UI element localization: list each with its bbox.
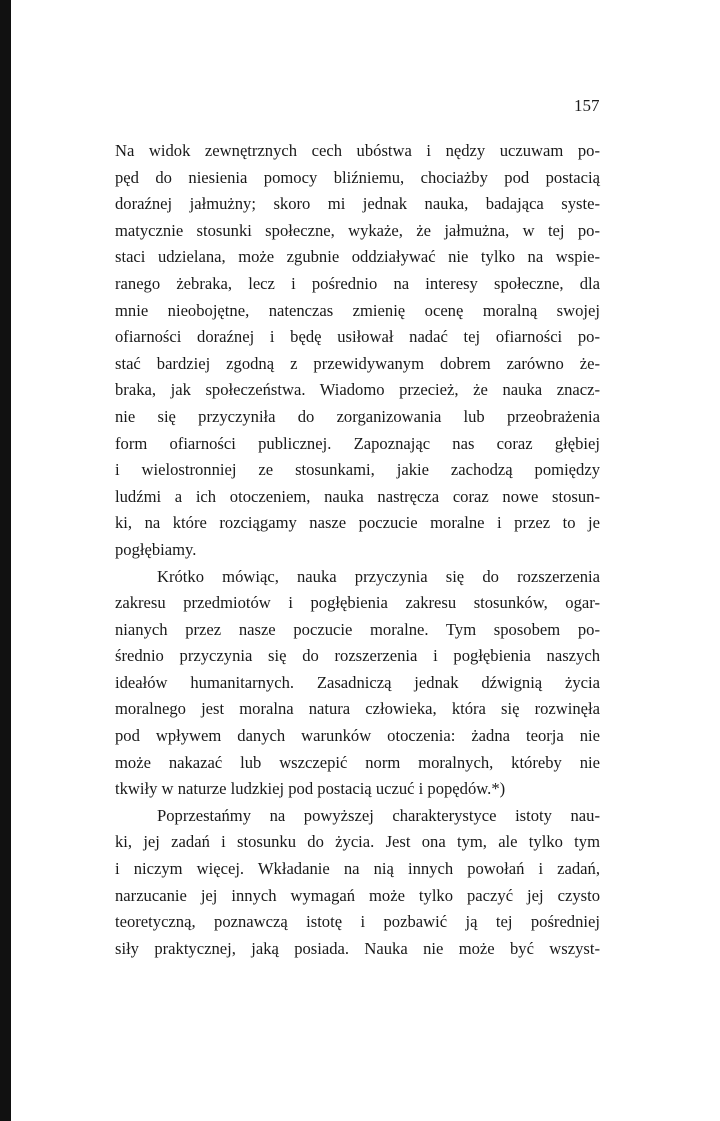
text-line: pogłębiamy. — [115, 539, 197, 559]
text-line: ideałów humanitarnych. Zasadniczą jednak dźwignią życia — [115, 672, 600, 692]
text-line: form ofiarności publicznej. Zapoznając nas coraz głębiej — [115, 433, 600, 453]
body-text — [115, 138, 600, 962]
text-line: matycznie stosunki społeczne, wykaże, że jałmużna, w tej po- — [115, 220, 600, 240]
text-line: i niczym więcej. Wkładanie na nią innych powołań i zadań, — [115, 859, 600, 879]
page-number: 157 — [574, 96, 600, 115]
text-line: może nakazać lub wszczepić norm moralnych, któreby nie — [115, 752, 600, 772]
text-line: siły praktycznej, jaką posiada. Nauka nie może być wszyst- — [115, 938, 600, 958]
text-line: średnio przyczynia się do rozszerzenia i pogłębienia naszych — [115, 646, 600, 666]
book-spine-edge — [0, 0, 11, 1121]
text-line: mnie nieobojętne, natenczas zmienię ocenę moralną swojej — [115, 300, 600, 320]
text-line: moralnego jest moralna natura człowieka, która się rozwinęła — [115, 699, 600, 719]
text-line: ki, na które rozciągamy nasze poczucie moralne i przez to je — [115, 513, 600, 533]
text-line: zakresu przedmiotów i pogłębienia zakresu stosunków, ogar- — [115, 593, 600, 613]
text-line: doraźnej jałmużny; skoro mi jednak nauka, badająca syste- — [115, 194, 600, 214]
text-line: narzucanie jej innych wymagań może tylko paczyć jej czysto — [115, 885, 600, 905]
text-line: pod wpływem danych warunków otoczenia: żadna teorja nie — [115, 726, 600, 746]
text-line: Na widok zewnętrznych cech ubóstwa i nędzy uczuwam po- — [115, 141, 600, 160]
text-line: ludźmi a ich otoczeniem, nauka nastręcza coraz nowe stosun- — [115, 486, 600, 506]
text-line: teoretyczną, poznawczą istotę i pozbawić ją tej pośredniej — [115, 912, 600, 932]
text-line: Poprzestańmy na powyższej charakterystyce istoty nau- — [157, 805, 600, 825]
text-line: stać bardziej zgodną z przewidywanym dobrem zarówno że- — [115, 353, 600, 373]
text-line: Krótko mówiąc, nauka przyczynia się do rozszerzenia — [157, 566, 600, 586]
text-line: braka, jak społeczeństwa. Wiadomo przecież, że nauka znacz- — [115, 380, 600, 400]
text-line: pęd do niesienia pomocy bliźniemu, chociażby pod postacią — [115, 167, 600, 187]
text-line: ofiarności doraźnej i będę usiłował nadać tej ofiarności po- — [115, 327, 600, 347]
text-line: staci udzielana, może zgubnie oddziaływać nie tylko na wspie- — [115, 247, 600, 267]
text-line: nianych przez nasze poczucie moralne. Tym sposobem po- — [115, 619, 600, 639]
text-line: nie się przyczyniła do zorganizowania lub przeobrażenia — [115, 406, 600, 426]
text-line: ranego żebraka, lecz i pośrednio na interesy społeczne, dla — [115, 273, 600, 293]
text-line: tkwiły w naturze ludzkiej pod postacią uczuć i popędów.*) — [115, 779, 506, 799]
text-line: i wielostronniej ze stosunkami, jakie zachodzą pomiędzy — [115, 460, 600, 480]
text-line: ki, jej zadań i stosunku do życia. Jest ona tym, ale tylko tym — [115, 832, 600, 852]
